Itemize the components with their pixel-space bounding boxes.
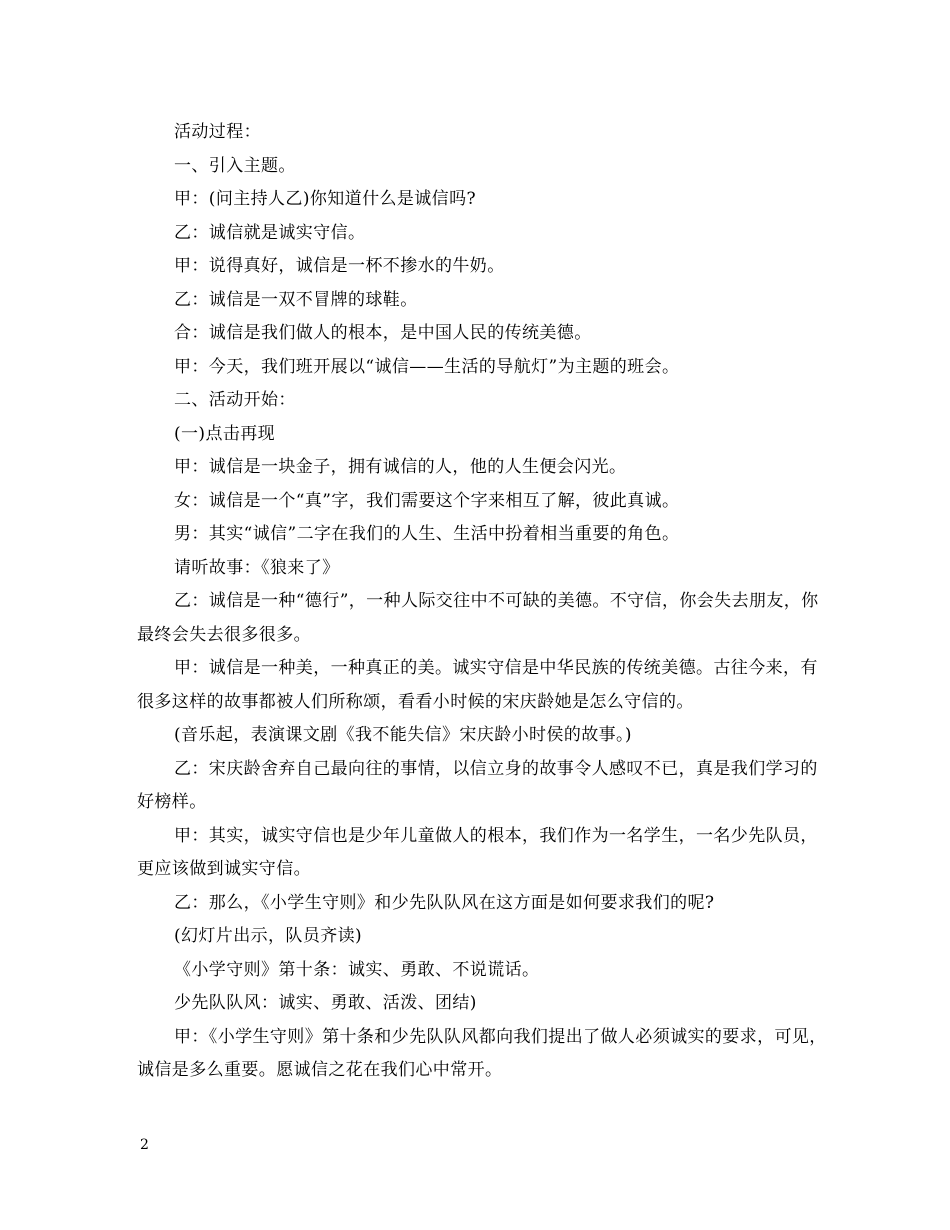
paragraph: (幻灯片出示，队员齐读) [174,926,363,946]
paragraph: 甲：诚信是一块金子，拥有诚信的人，他的人生便会闪光。 [174,457,627,477]
paragraph: 甲：其实，诚实守信也是少年儿童做人的根本，我们作为一名学生，一名少先队员，更应该做到诚实守信。 [137,825,818,879]
paragraph: 乙：诚信就是诚实守信。 [174,222,366,243]
paragraph: 甲：今天，我们班开展以“诚信——生活的导航灯”为主题的班会。 [174,356,680,377]
paragraph: 乙：宋庆龄舍弃自己最向往的事情，以信立身的故事令人感叹不已，真是我们学习的好榜样。 [137,758,818,812]
paragraph: 乙：诚信是一种“德行”，一种人际交往中不可缺的美德。不守信，你会失去朋友，你最终会失去很多很多。 [137,591,819,645]
paragraph-section-one: 一、引入主题。 [174,155,296,176]
paragraph: 甲：说得真好，诚信是一杯不掺水的牛奶。 [174,256,505,276]
paragraph-section-two: 二、活动开始： [174,390,296,410]
paragraph: 少先队队风：诚实、勇敢、活泼、团结) [174,993,477,1013]
paragraph: (音乐起，表演课文剧《我不能失信》宋庆龄小时侯的故事。) [174,725,632,745]
paragraph: 乙：诚信是一双不冒牌的球鞋。 [174,289,418,310]
page-number: 2 [140,1137,149,1153]
paragraph: 合：诚信是我们做人的根本，是中国人民的传统美德。 [174,323,592,343]
paragraph-process-heading: 活动过程： [174,122,261,142]
paragraph: 女：诚信是一个“真”字，我们需要这个字来相互了解，彼此真诚。 [174,490,680,511]
paragraph: 《小学守则》第十条：诚实、勇敢、不说谎话。 [174,959,540,980]
paragraph: 甲：《小学生守则》第十条和少先队队风都向我们提出了做人必须诚实的要求，可见，诚信是多么重要。愿诚信之花在我们心中常开。 [137,1026,827,1080]
paragraph: 乙：那么，《小学生守则》和少先队队风在这方面是如何要求我们的呢? [174,892,715,913]
paragraph: 甲：诚信是一种美，一种真正的美。诚实守信是中华民族的传统美德。古往今来，有很多这样的故事都被人们所称颂，看看小时候的宋庆龄她是怎么守信的。 [137,658,818,712]
document-body [137,116,827,1088]
paragraph: 请听故事：《狼来了》 [174,557,340,578]
paragraph-subsection: (一)点击再现 [174,423,276,444]
paragraph: 男：其实“诚信”二字在我们的人生、生活中扮着相当重要的角色。 [174,524,680,544]
paragraph: 甲：(问主持人乙)你知道什么是诚信吗? [174,189,476,209]
